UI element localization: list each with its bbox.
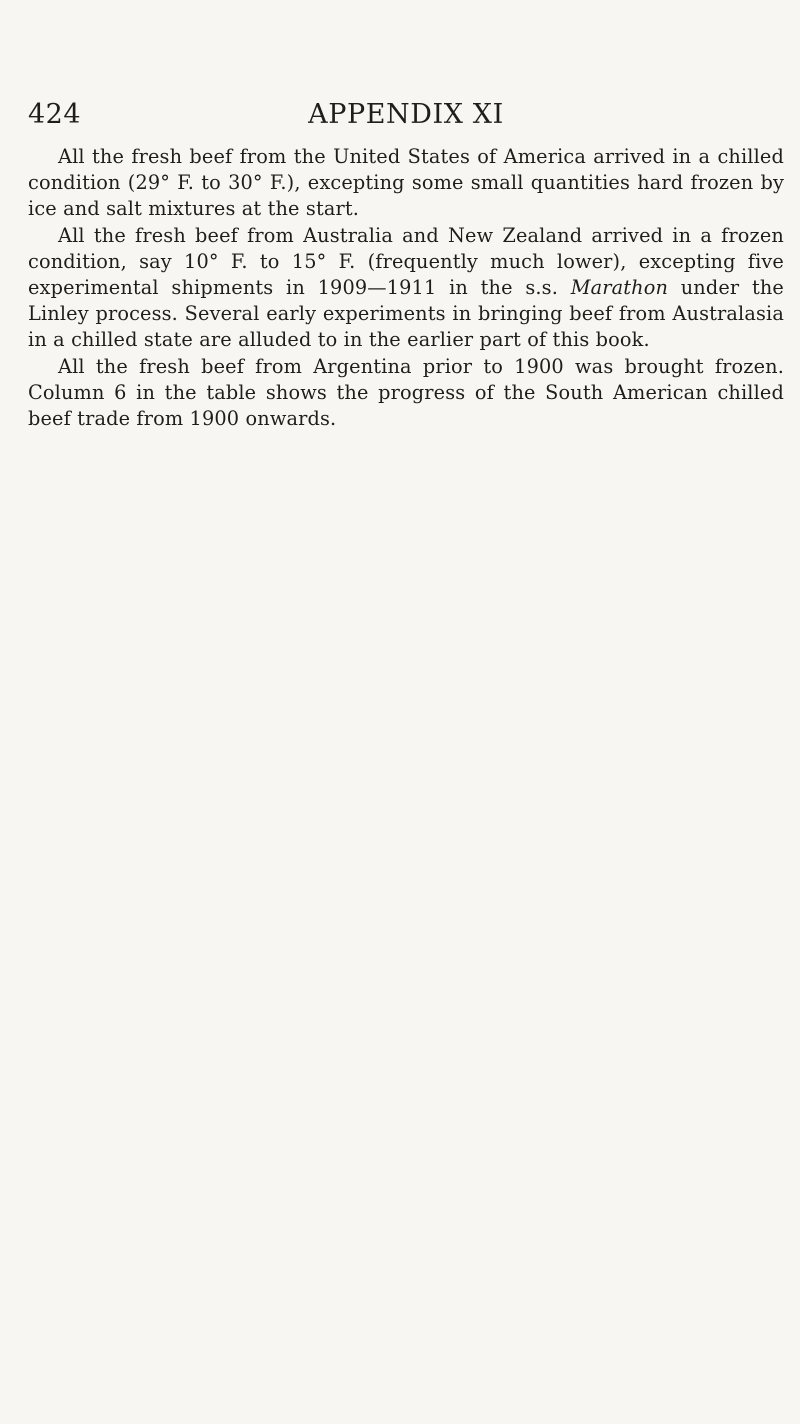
body-text	[28, 144, 784, 432]
paragraph-australia-new-zealand	[28, 223, 784, 354]
page-title: APPENDIX XI	[308, 99, 504, 130]
ship-name-marathon: Marathon	[570, 276, 669, 300]
paragraph-united-states: All the fresh beef from the United States of America arrived in a chilled condition (29° F. to 30° F.), excepting some small quantities hard frozen by ice and salt mixtures at the start.	[28, 145, 784, 221]
paragraph-argentina: All the fresh beef from Argentina prior to 1900 was brought frozen. Column 6 in the table shows the progress of the South American chilled beef trade from 1900 onwards.	[28, 354, 784, 431]
running-header	[28, 94, 784, 136]
paragraph-text-after-ship-name: under the Linley process. Several early experiments in bringing beef from Australasia in a chilled state are alluded to in the earlier part of this book.	[28, 276, 784, 352]
book-page	[28, 94, 784, 432]
page-number: 424	[28, 99, 82, 130]
paragraph-text-before-ship-name: All the fresh beef from Australia and New Zealand arrived in a frozen condition, say 10° F. to 15° F. (frequently much lower), excepting five experimental shipments in 1909—1911 in the s.s.	[28, 223, 784, 300]
